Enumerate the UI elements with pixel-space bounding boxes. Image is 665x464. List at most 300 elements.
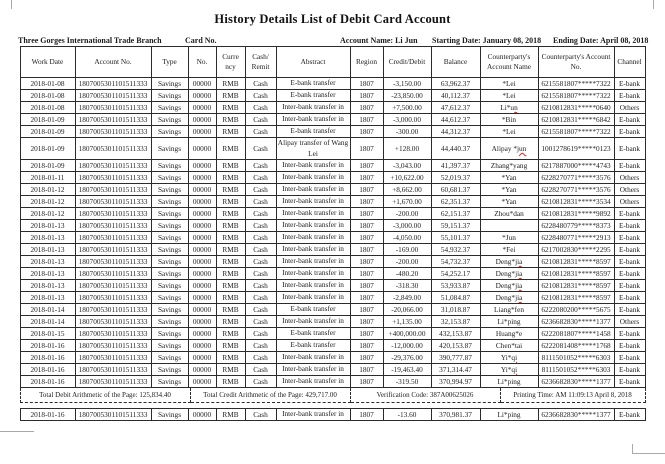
transaction-row xyxy=(20,352,645,364)
cell-credit_debit: -23,850.00 xyxy=(383,90,431,102)
page-totals-row xyxy=(20,388,646,403)
verification-code-cell: Verification Code: 387A00625026 xyxy=(350,388,500,403)
cp-name-text: Huang*e xyxy=(495,329,523,338)
cell-balance: 59,151.37 xyxy=(431,220,480,232)
cell-currency: RMB xyxy=(216,352,245,364)
cell-type: Savings xyxy=(151,126,188,138)
cell-work_date: 2018-01-16 xyxy=(20,364,75,376)
cell-balance: 63,962.37 xyxy=(431,78,480,90)
cell-currency: RMB xyxy=(216,78,245,90)
cell-channel: E-bank xyxy=(614,208,645,220)
cell-abstract: Inter-bank transfer in xyxy=(276,220,350,232)
transaction-row xyxy=(20,114,645,126)
cell-account_no: 1807005301101511333 xyxy=(75,102,151,114)
cell-work_date: 2018-01-16 xyxy=(20,409,75,421)
cell-credit_debit: -3,150.00 xyxy=(383,78,431,90)
cell-cp_account_no: 8111501052*****6303 xyxy=(538,352,614,364)
cell-cp_name xyxy=(480,90,538,102)
cell-account_no: 1807005301101511333 xyxy=(75,292,151,304)
cell-balance: 432,153.87 xyxy=(431,328,480,340)
cell-abstract: Inter-bank transfer in xyxy=(276,244,350,256)
cell-region: 1807 xyxy=(350,232,383,244)
cell-no: 00000 xyxy=(188,292,216,304)
cell-currency: RMB xyxy=(216,184,245,196)
cell-type: Savings xyxy=(151,232,188,244)
cell-cp_name xyxy=(480,196,538,208)
column-header-cp_account_no: Counterparty's Account No. xyxy=(538,47,614,78)
cell-credit_debit: -4,050.00 xyxy=(383,232,431,244)
cell-credit_debit: -318.30 xyxy=(383,280,431,292)
cell-cp_account_no: 6236682830*****1377 xyxy=(538,316,614,328)
cell-cp_account_no: 6217887000*****4743 xyxy=(538,160,614,172)
cell-work_date: 2018-01-16 xyxy=(20,376,75,388)
cp-name-text: *Yan xyxy=(501,173,517,182)
cell-cash_remit: Cash xyxy=(245,78,276,90)
cell-credit_debit: -3,000.00 xyxy=(383,114,431,126)
cell-cp_account_no: 6228480771*****2913 xyxy=(538,232,614,244)
cell-cash_remit: Cash xyxy=(245,352,276,364)
cell-credit_debit: +1,135.00 xyxy=(383,316,431,328)
cell-cash_remit: Cash xyxy=(245,280,276,292)
cell-no: 00000 xyxy=(188,102,216,114)
cp-name-spellcheck-text: jia xyxy=(515,257,523,266)
cell-no: 00000 xyxy=(188,160,216,172)
cell-balance: 44,612.37 xyxy=(431,114,480,126)
transaction-row xyxy=(20,90,645,102)
cell-credit_debit: -200.00 xyxy=(383,208,431,220)
cell-account_no: 1807005301101511333 xyxy=(75,256,151,268)
cell-balance: 420,153.87 xyxy=(431,340,480,352)
cell-region: 1807 xyxy=(350,102,383,114)
cell-cash_remit: Cash xyxy=(245,376,276,388)
cell-balance: 370,994.97 xyxy=(431,376,480,388)
cell-work_date: 2018-01-09 xyxy=(20,138,75,160)
cell-abstract: E-bank transfer xyxy=(276,328,350,340)
transaction-row xyxy=(20,256,645,268)
cell-cash_remit: Cash xyxy=(245,172,276,184)
cell-cp_account_no: 6222081807*****1458 xyxy=(538,328,614,340)
cell-cash_remit: Cash xyxy=(245,126,276,138)
cell-region: 1807 xyxy=(350,184,383,196)
cell-credit_debit: +10,622.00 xyxy=(383,172,431,184)
cell-abstract: E-bank transfer xyxy=(276,126,350,138)
cell-channel: E-bank xyxy=(614,114,645,126)
cell-account_no: 1807005301101511333 xyxy=(75,352,151,364)
cell-abstract: Inter-bank transfer in xyxy=(276,364,350,376)
cell-cash_remit: Cash xyxy=(245,90,276,102)
cell-balance: 40,112.37 xyxy=(431,90,480,102)
cell-no: 00000 xyxy=(188,220,216,232)
totals-row xyxy=(20,388,645,403)
cell-cp_name xyxy=(480,244,538,256)
cell-abstract: Inter-bank transfer in xyxy=(276,376,350,388)
cell-type: Savings xyxy=(151,114,188,126)
cell-cash_remit: Cash xyxy=(245,328,276,340)
statement-meta-row xyxy=(0,31,665,46)
cp-name-spellcheck-text: qi xyxy=(511,365,518,374)
cell-channel: E-bank xyxy=(614,138,645,160)
column-header-balance: Balance xyxy=(431,47,480,78)
cp-name-text: *Fei xyxy=(502,245,516,254)
cell-type: Savings xyxy=(151,268,188,280)
cell-cp_name xyxy=(480,208,538,220)
cell-account_no: 1807005301101511333 xyxy=(75,316,151,328)
cell-channel: E-bank xyxy=(614,340,645,352)
cell-cp_account_no: 6228270771*****3576 xyxy=(538,184,614,196)
cell-balance: 44,312.37 xyxy=(431,126,480,138)
cell-cp_account_no: 6236682830*****1377 xyxy=(538,376,614,388)
cp-name-text: Zhou*dan xyxy=(494,209,524,218)
cell-cp_name xyxy=(480,184,538,196)
cell-no: 00000 xyxy=(188,268,216,280)
cell-type: Savings xyxy=(151,244,188,256)
cell-region: 1807 xyxy=(350,138,383,160)
cell-account_no: 1807005301101511333 xyxy=(75,196,151,208)
cell-region: 1807 xyxy=(350,364,383,376)
cell-abstract: Inter-bank transfer in xyxy=(276,196,350,208)
cell-cp_name xyxy=(480,280,538,292)
ending-date: Ending Date: April 08, 2018 xyxy=(553,36,649,45)
cell-work_date: 2018-01-09 xyxy=(20,160,75,172)
cell-work_date: 2018-01-13 xyxy=(20,280,75,292)
cell-type: Savings xyxy=(151,256,188,268)
cell-cp_account_no: 6236682830*****1377 xyxy=(538,409,614,421)
cell-cp_account_no: 6222080200*****5675 xyxy=(538,304,614,316)
cell-no: 00000 xyxy=(188,256,216,268)
transaction-row xyxy=(20,220,645,232)
cell-no: 00000 xyxy=(188,208,216,220)
cell-cp_name xyxy=(480,352,538,364)
cell-channel: E-bank xyxy=(614,90,645,102)
cell-balance: 54,732.37 xyxy=(431,256,480,268)
cell-cp_account_no: 6215581807*****7322 xyxy=(538,90,614,102)
cell-work_date: 2018-01-08 xyxy=(20,90,75,102)
cell-account_no: 1807005301101511333 xyxy=(75,364,151,376)
cell-cash_remit: Cash xyxy=(245,316,276,328)
cell-cp_name xyxy=(480,220,538,232)
transaction-row xyxy=(20,328,645,340)
cell-work_date: 2018-01-16 xyxy=(20,352,75,364)
cell-type: Savings xyxy=(151,328,188,340)
cell-abstract: Inter-bank transfer in xyxy=(276,256,350,268)
cell-region: 1807 xyxy=(350,256,383,268)
cell-balance: 51,084.87 xyxy=(431,292,480,304)
cell-account_no: 1807005301101511333 xyxy=(75,220,151,232)
cp-name-text: Deng* xyxy=(495,293,516,302)
cp-name-spellcheck-text: jia xyxy=(515,293,523,302)
cell-abstract: Inter-bank transfer in xyxy=(276,409,350,421)
cell-abstract: Inter-bank transfer in xyxy=(276,352,350,364)
page-margin-mark-bottom-left xyxy=(0,431,34,432)
branch-name: Three Gorges International Trade Branch xyxy=(18,36,162,45)
cell-type: Savings xyxy=(151,90,188,102)
cell-credit_debit: -200.00 xyxy=(383,256,431,268)
cell-cp_name xyxy=(480,376,538,388)
cell-region: 1807 xyxy=(350,78,383,90)
cell-type: Savings xyxy=(151,138,188,160)
cell-cash_remit: Cash xyxy=(245,268,276,280)
total-debit-cell: Total Debit Arithmetic of the Page: 125,834.40 xyxy=(20,388,190,403)
cell-channel: E-bank xyxy=(614,244,645,256)
cell-channel: E-bank xyxy=(614,304,645,316)
transaction-row xyxy=(20,232,645,244)
cell-account_no: 1807005301101511333 xyxy=(75,409,151,421)
history-table-continued xyxy=(20,408,646,421)
cell-account_no: 1807005301101511333 xyxy=(75,172,151,184)
cell-work_date: 2018-01-13 xyxy=(20,232,75,244)
cell-region: 1807 xyxy=(350,126,383,138)
cell-no: 00000 xyxy=(188,184,216,196)
cp-name-text: Chen*tai xyxy=(495,341,523,350)
cell-currency: RMB xyxy=(216,316,245,328)
cell-no: 00000 xyxy=(188,316,216,328)
cell-region: 1807 xyxy=(350,268,383,280)
cell-type: Savings xyxy=(151,184,188,196)
cell-account_no: 1807005301101511333 xyxy=(75,78,151,90)
transaction-row xyxy=(20,364,645,376)
cell-account_no: 1807005301101511333 xyxy=(75,160,151,172)
cell-no: 00000 xyxy=(188,328,216,340)
cell-account_no: 1807005301101511333 xyxy=(75,280,151,292)
cell-account_no: 1807005301101511333 xyxy=(75,328,151,340)
cell-channel: E-bank xyxy=(614,126,645,138)
cell-credit_debit: -20,066.00 xyxy=(383,304,431,316)
transaction-row xyxy=(20,409,645,421)
transaction-row xyxy=(20,268,645,280)
cell-currency: RMB xyxy=(216,292,245,304)
cell-cash_remit: Cash xyxy=(245,160,276,172)
cell-region: 1807 xyxy=(350,316,383,328)
cell-cp_name xyxy=(480,268,538,280)
cell-channel: Others xyxy=(614,196,645,208)
cell-balance: 44,440.37 xyxy=(431,138,480,160)
cell-cp_account_no: 8111501052*****6303 xyxy=(538,364,614,376)
cell-abstract: Inter-bank transfer in xyxy=(276,316,350,328)
cp-name-spellcheck-text: un xyxy=(510,103,518,112)
cp-name-text: Yi* xyxy=(500,353,512,362)
cell-no: 00000 xyxy=(188,340,216,352)
cell-balance: 62,151.37 xyxy=(431,208,480,220)
cell-work_date: 2018-01-11 xyxy=(20,172,75,184)
cell-currency: RMB xyxy=(216,256,245,268)
cell-cp_account_no: 6210812831*****8597 xyxy=(538,256,614,268)
cell-type: Savings xyxy=(151,409,188,421)
cell-cp_name xyxy=(480,114,538,126)
cell-currency: RMB xyxy=(216,160,245,172)
cell-account_no: 1807005301101511333 xyxy=(75,126,151,138)
cell-currency: RMB xyxy=(216,280,245,292)
cell-no: 00000 xyxy=(188,78,216,90)
cell-currency: RMB xyxy=(216,304,245,316)
column-header-credit_debit: Credit/Debit xyxy=(383,47,431,78)
cell-work_date: 2018-01-13 xyxy=(20,292,75,304)
cell-type: Savings xyxy=(151,352,188,364)
cell-credit_debit: -13.60 xyxy=(383,409,431,421)
cell-abstract: Inter-bank transfer in xyxy=(276,268,350,280)
cell-channel: E-bank xyxy=(614,256,645,268)
cp-name-text: Li*ping xyxy=(497,410,521,419)
column-header-work_date: Work Date xyxy=(20,47,75,78)
cell-cash_remit: Cash xyxy=(245,102,276,114)
cell-work_date: 2018-01-13 xyxy=(20,220,75,232)
cell-abstract: E-bank transfer xyxy=(276,304,350,316)
cell-channel: Others xyxy=(614,172,645,184)
cell-type: Savings xyxy=(151,376,188,388)
cell-region: 1807 xyxy=(350,220,383,232)
cell-account_no: 1807005301101511333 xyxy=(75,304,151,316)
column-header-cp_name: Counterparty's Account Name xyxy=(480,47,538,78)
cell-account_no: 1807005301101511333 xyxy=(75,138,151,160)
cell-abstract: E-bank transfer xyxy=(276,340,350,352)
cell-cash_remit: Cash xyxy=(245,244,276,256)
cell-channel: E-bank xyxy=(614,268,645,280)
cell-balance: 60,681.37 xyxy=(431,184,480,196)
cp-name-text: Alipay * xyxy=(491,144,517,153)
cell-cp_account_no: 6228270771*****3576 xyxy=(538,172,614,184)
cell-credit_debit: -3,043.00 xyxy=(383,160,431,172)
cell-type: Savings xyxy=(151,292,188,304)
cell-account_no: 1807005301101511333 xyxy=(75,244,151,256)
card-number-label: Card No. xyxy=(185,36,217,45)
cell-type: Savings xyxy=(151,102,188,114)
cell-no: 00000 xyxy=(188,114,216,126)
column-header-cash_remit: Cash/ Remit xyxy=(245,47,276,78)
cell-cash_remit: Cash xyxy=(245,304,276,316)
cell-currency: RMB xyxy=(216,102,245,114)
cell-account_no: 1807005301101511333 xyxy=(75,340,151,352)
cell-cp_name xyxy=(480,78,538,90)
cell-credit_debit: -12,000.00 xyxy=(383,340,431,352)
cell-credit_debit: +1,670.00 xyxy=(383,196,431,208)
cell-region: 1807 xyxy=(350,244,383,256)
account-name: Account Name: Li Jun xyxy=(340,36,418,45)
cell-abstract: E-bank transfer xyxy=(276,90,350,102)
cell-region: 1807 xyxy=(350,376,383,388)
cell-cp_account_no: 6210812831*****8597 xyxy=(538,292,614,304)
cell-work_date: 2018-01-08 xyxy=(20,78,75,90)
cell-work_date: 2018-01-14 xyxy=(20,304,75,316)
cell-work_date: 2018-01-09 xyxy=(20,126,75,138)
cell-abstract: Inter-bank transfer in xyxy=(276,208,350,220)
cp-name-text: Deng* xyxy=(495,257,516,266)
cell-cp_name xyxy=(480,172,538,184)
transaction-row xyxy=(20,208,645,220)
cell-work_date: 2018-01-14 xyxy=(20,316,75,328)
cell-cash_remit: Cash xyxy=(245,409,276,421)
cell-abstract: Inter-bank transfer in xyxy=(276,292,350,304)
transaction-row xyxy=(20,376,645,388)
cell-abstract: Alipay transfer of Wang Lei xyxy=(277,138,349,158)
cell-credit_debit: -19,463.40 xyxy=(383,364,431,376)
cell-region: 1807 xyxy=(350,172,383,184)
cell-balance: 62,351.37 xyxy=(431,196,480,208)
cell-region: 1807 xyxy=(350,114,383,126)
cell-abstract: Inter-bank transfer in xyxy=(276,160,350,172)
column-header-region: Region xyxy=(350,47,383,78)
cell-account_no: 1807005301101511333 xyxy=(75,232,151,244)
cell-balance: 52,019.37 xyxy=(431,172,480,184)
cell-cp_name xyxy=(480,126,538,138)
cell-no: 00000 xyxy=(188,409,216,421)
cp-name-text: *Jun xyxy=(502,233,516,242)
total-credit-cell: Total Credit Arithmetic of the Page: 429,717.00 xyxy=(190,388,350,403)
cell-region: 1807 xyxy=(350,160,383,172)
transaction-row xyxy=(20,280,645,292)
transaction-row xyxy=(20,102,645,114)
cell-cp_account_no: 1001278619*****0123 xyxy=(538,138,614,160)
cell-currency: RMB xyxy=(216,364,245,376)
page-margin-mark-bottom-right-horizontal xyxy=(632,453,665,454)
cell-account_no: 1807005301101511333 xyxy=(75,376,151,388)
transaction-row xyxy=(20,340,645,352)
cell-cash_remit: Cash xyxy=(245,196,276,208)
starting-date: Starting Date: January 08, 2018 xyxy=(432,36,542,45)
cp-name-text: *Lei xyxy=(502,91,516,100)
cell-channel: Others xyxy=(614,184,645,196)
page-margin-mark-top-left xyxy=(11,0,12,9)
cp-name-text: Deng* xyxy=(495,281,516,290)
cell-account_no: 1807005301101511333 xyxy=(75,114,151,126)
cell-balance: 53,933.87 xyxy=(431,280,480,292)
cell-type: Savings xyxy=(151,196,188,208)
transaction-row xyxy=(20,196,645,208)
transaction-row xyxy=(20,78,645,90)
transaction-row xyxy=(20,138,645,160)
cell-credit_debit: -169.00 xyxy=(383,244,431,256)
cell-region: 1807 xyxy=(350,280,383,292)
cell-cp_name xyxy=(480,292,538,304)
cell-currency: RMB xyxy=(216,340,245,352)
cell-cp_account_no: 6210812831*****3534 xyxy=(538,196,614,208)
cell-no: 00000 xyxy=(188,232,216,244)
cp-name-text: Li* xyxy=(500,103,511,112)
cell-account_no: 1807005301101511333 xyxy=(75,184,151,196)
column-header-no: No. xyxy=(188,47,216,78)
cell-channel: E-bank xyxy=(614,376,645,388)
cp-name-text: *Lei xyxy=(502,127,516,136)
transaction-row xyxy=(20,172,645,184)
cell-cp_account_no: 6217002830*****2295 xyxy=(538,244,614,256)
cell-region: 1807 xyxy=(350,196,383,208)
cell-cash_remit: Cash xyxy=(245,340,276,352)
cell-cash_remit: Cash xyxy=(245,232,276,244)
cell-abstract: Inter-bank transfer in xyxy=(276,114,350,126)
cell-currency: RMB xyxy=(216,376,245,388)
cell-cp_name xyxy=(480,409,538,421)
cell-type: Savings xyxy=(151,172,188,184)
cell-channel: E-bank xyxy=(614,220,645,232)
cell-cp_account_no: 6210812831*****8597 xyxy=(538,268,614,280)
cell-type: Savings xyxy=(151,304,188,316)
cell-work_date: 2018-01-13 xyxy=(20,244,75,256)
cell-cp_account_no: 6210812831*****6842 xyxy=(538,114,614,126)
transaction-row xyxy=(20,304,645,316)
cell-cp_name xyxy=(480,364,538,376)
cell-credit_debit: -29,376.00 xyxy=(383,352,431,364)
cp-name-text: Li*ping xyxy=(497,317,521,326)
cell-channel: Others xyxy=(614,316,645,328)
cell-abstract: Inter-bank transfer in xyxy=(276,172,350,184)
cell-channel: E-bank xyxy=(614,292,645,304)
cell-cp_account_no: 6228480779*****8373 xyxy=(538,220,614,232)
cell-region: 1807 xyxy=(350,292,383,304)
cell-credit_debit: +8,662.00 xyxy=(383,184,431,196)
cell-region: 1807 xyxy=(350,208,383,220)
cell-balance: 32,153.87 xyxy=(431,316,480,328)
cp-name-text: Li*ping xyxy=(497,377,521,386)
cell-no: 00000 xyxy=(188,244,216,256)
cell-channel: Others xyxy=(614,102,645,114)
